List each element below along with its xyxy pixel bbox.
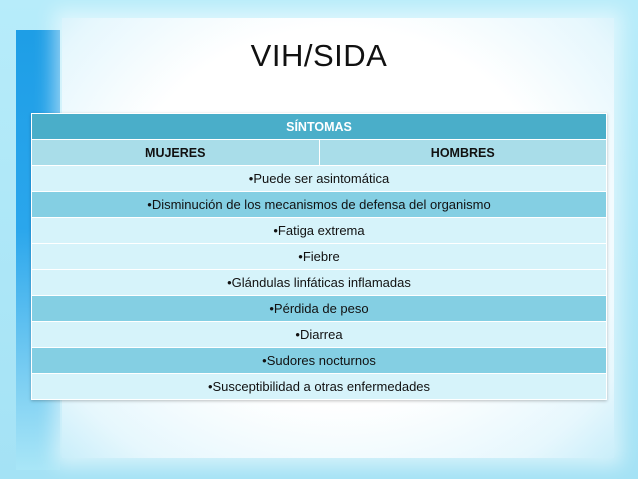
table-row <box>32 166 607 192</box>
table-header: SÍNTOMAS <box>32 114 607 140</box>
symptom-cell: •Glándulas linfáticas inflamadas <box>32 270 607 296</box>
symptom-cell: •Puede ser asintomática <box>32 166 607 192</box>
column-header-hombres: HOMBRES <box>319 140 607 166</box>
symptom-cell: •Sudores nocturnos <box>32 348 607 374</box>
table-row <box>32 192 607 218</box>
symptom-cell: •Fiebre <box>32 244 607 270</box>
table-row <box>32 244 607 270</box>
symptom-cell: •Disminución de los mecanismos de defensa del organismo <box>32 192 607 218</box>
table-row <box>32 374 607 400</box>
table-row <box>32 270 607 296</box>
slide-title: VIH/SIDA <box>250 38 388 73</box>
symptom-cell: •Fatiga extrema <box>32 218 607 244</box>
table-row <box>32 296 607 322</box>
symptoms-table <box>31 113 607 400</box>
symptom-cell: •Pérdida de peso <box>32 296 607 322</box>
table-row <box>32 348 607 374</box>
symptom-cell: •Susceptibilidad a otras enfermedades <box>32 374 607 400</box>
symptom-cell: •Diarrea <box>32 322 607 348</box>
table-row <box>32 218 607 244</box>
column-header-mujeres: MUJERES <box>32 140 320 166</box>
table-row <box>32 322 607 348</box>
